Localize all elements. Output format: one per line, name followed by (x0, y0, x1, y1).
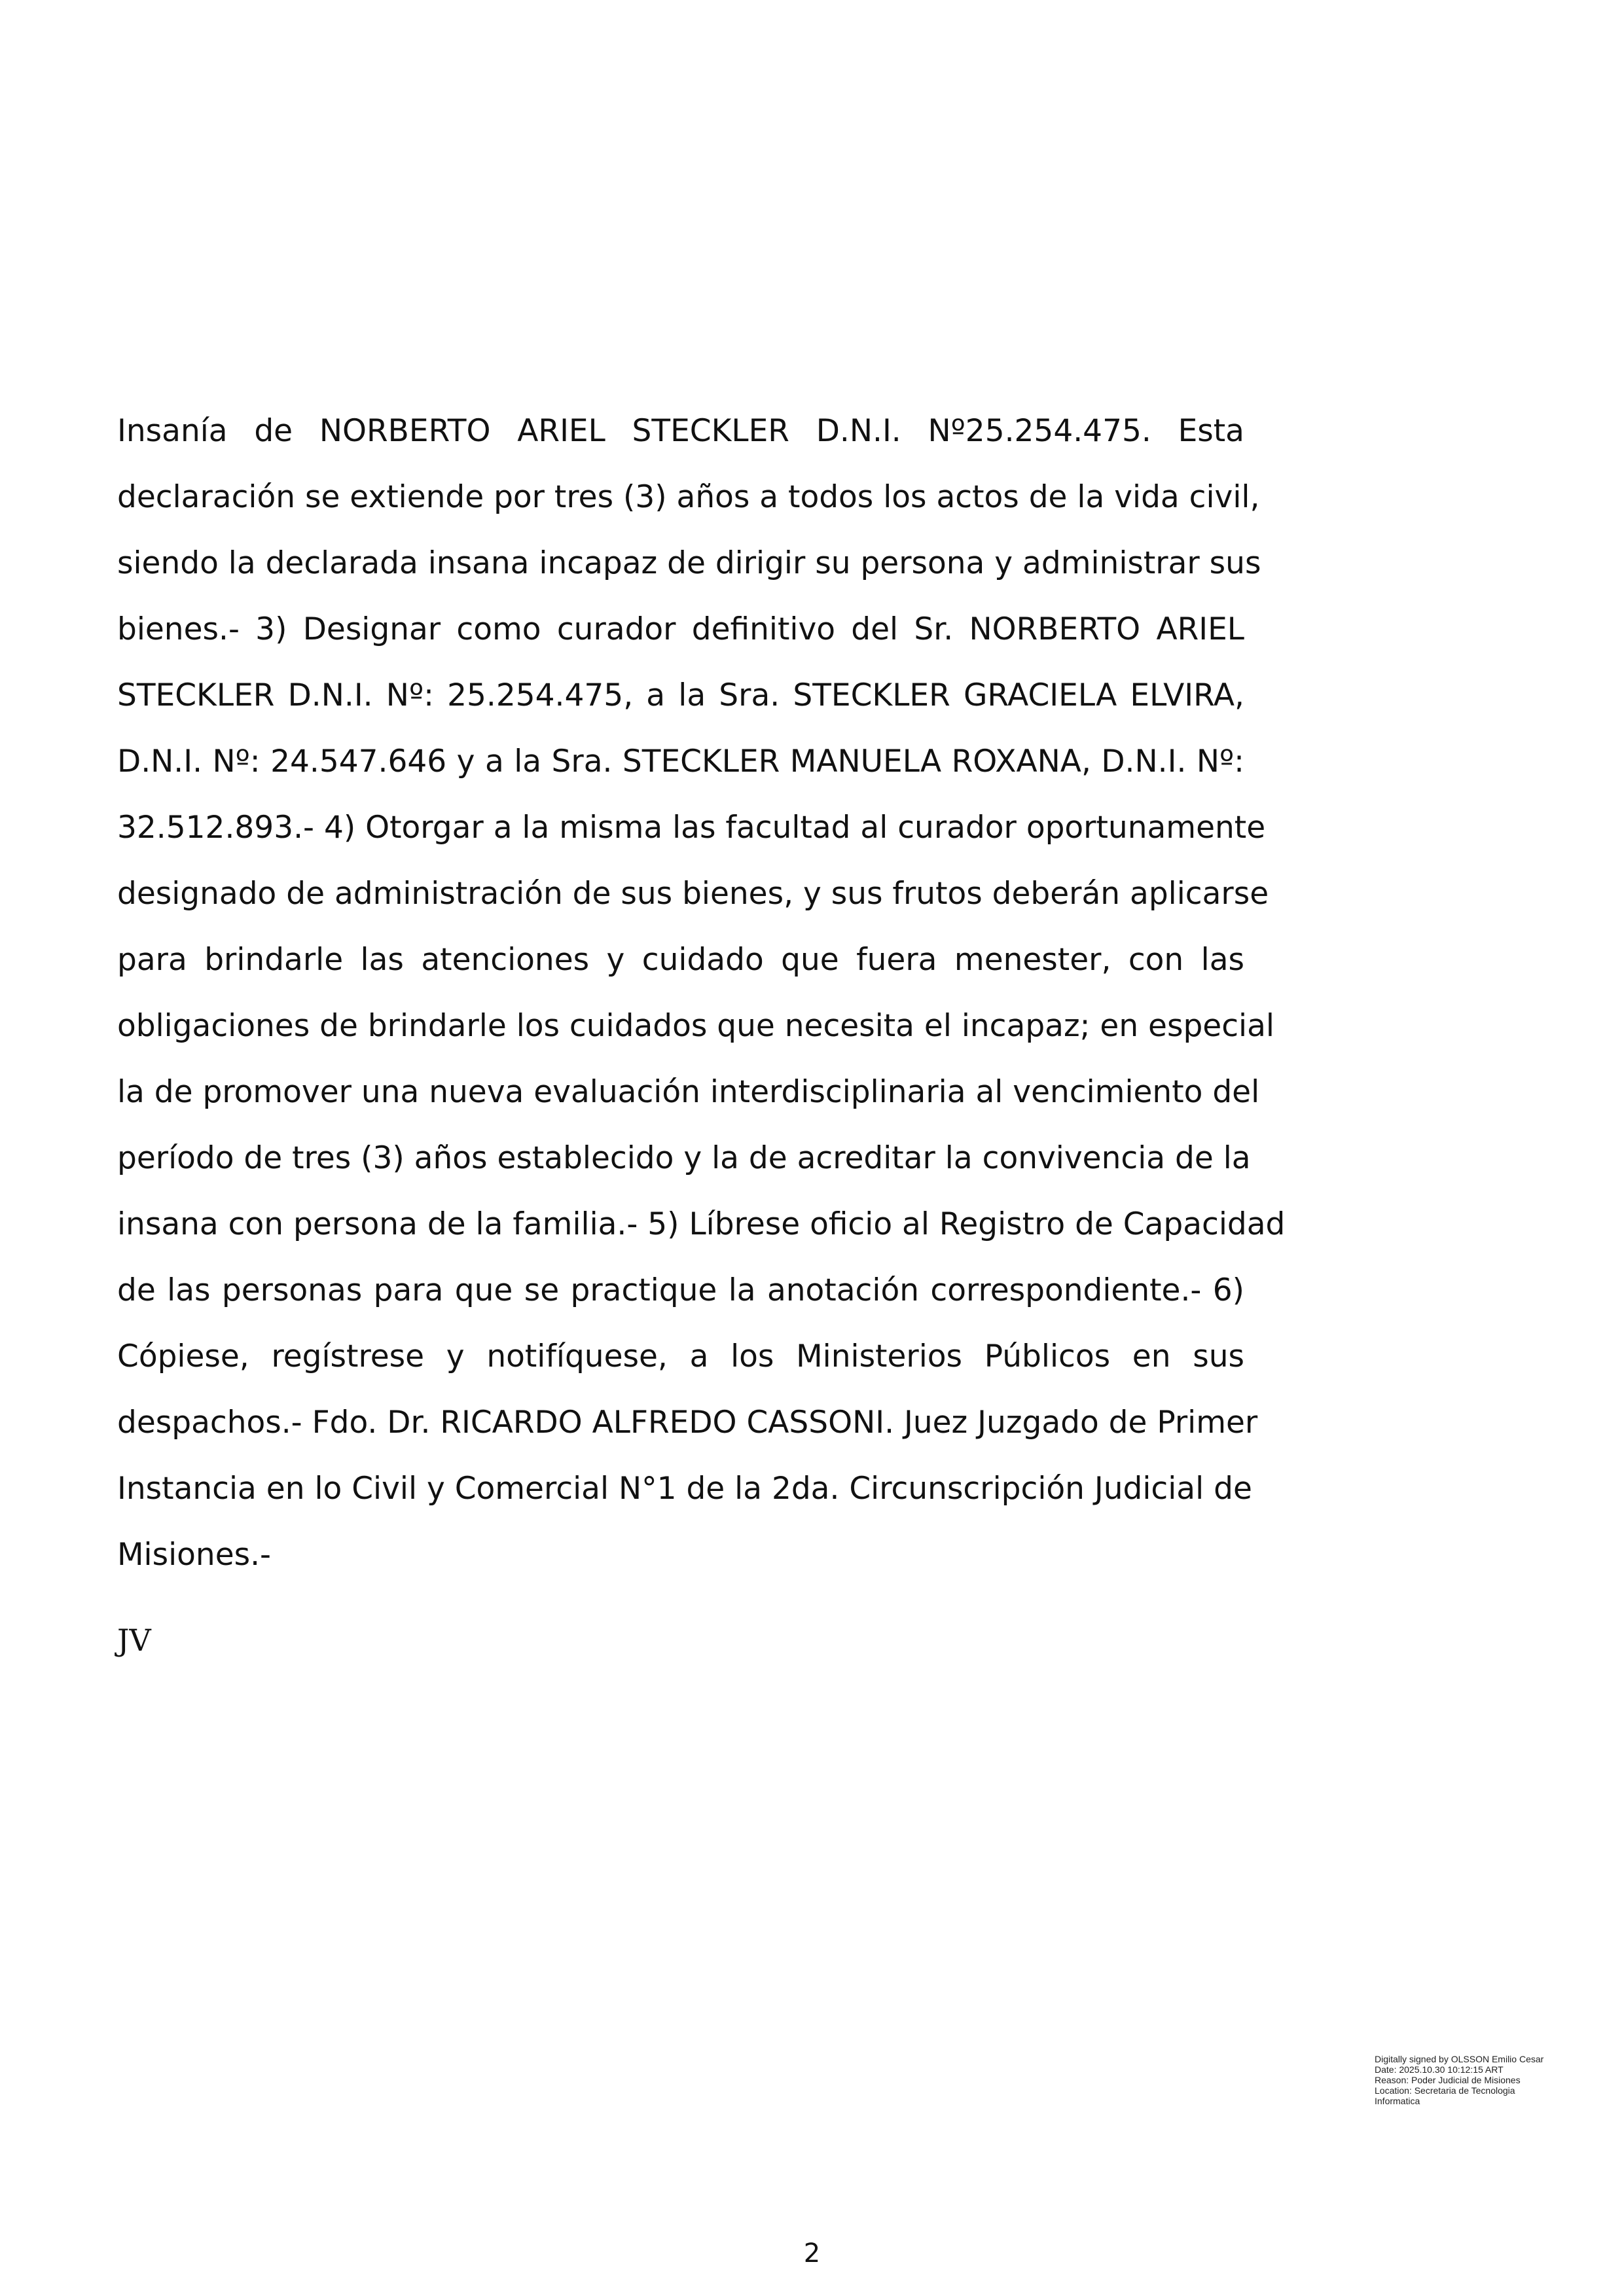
author-initials: JV (117, 1623, 151, 1658)
paragraph-line: la de promover una nueva evaluación interdisciplinaria al vencimiento del (117, 1074, 1260, 1110)
paragraph-line: D.N.I. Nº: 24.547.646 y a la Sra. STECKLER MANUELA ROXANA, D.N.I. Nº: (117, 744, 1244, 780)
signature-location-cont: Informatica (1375, 2096, 1420, 2106)
paragraph-line: siendo la declarada insana incapaz de dirigir su persona y administrar sus (117, 545, 1261, 581)
resolution-paragraph (117, 398, 1286, 1588)
paragraph-line: despachos.- Fdo. Dr. RICARDO ALFREDO CASSONI. Juez Juzgado de Primer (117, 1405, 1258, 1441)
signature-reason: Reason: Poder Judicial de Misiones (1375, 2075, 1521, 2085)
paragraph-line: obligaciones de brindarle los cuidados que necesita el incapaz; en especial (117, 1008, 1274, 1044)
paragraph-line: Misiones.- (117, 1537, 271, 1573)
paragraph-line: Instancia en lo Civil y Comercial N°1 de la 2da. Circunscripción Judicial de (117, 1471, 1252, 1507)
paragraph-line: insana con persona de la familia.- 5) Líbrese oficio al Registro de Capacidad (117, 1206, 1286, 1242)
paragraph-line: período de tres (3) años establecido y la de acreditar la convivencia de la (117, 1140, 1251, 1176)
digital-signature-block (1375, 2054, 1610, 2106)
paragraph-line: bienes.- 3) Designar como curador definitivo del Sr. NORBERTO ARIEL (117, 611, 1244, 647)
paragraph-line: designado de administración de sus bienes, y sus frutos deberán aplicarse (117, 876, 1269, 912)
signature-date: Date: 2025.10.30 10:12:15 ART (1375, 2064, 1504, 2075)
paragraph-line: Insanía de NORBERTO ARIEL STECKLER D.N.I. Nº25.254.475. Esta (117, 413, 1244, 449)
page-number: 2 (803, 2238, 821, 2269)
paragraph-line: de las personas para que se practique la anotación correspondiente.- 6) (117, 1272, 1244, 1308)
paragraph-line: para brindarle las atenciones y cuidado que fuera menester, con las (117, 942, 1244, 978)
signature-signer: Digitally signed by OLSSON Emilio Cesar (1375, 2054, 1544, 2064)
signature-location: Location: Secretaria de Tecnologia (1375, 2085, 1515, 2096)
paragraph-line: STECKLER D.N.I. Nº: 25.254.475, a la Sra. STECKLER GRACIELA ELVIRA, (117, 677, 1244, 713)
paragraph-line: declaración se extiende por tres (3) años a todos los actos de la vida civil, (117, 479, 1260, 515)
paragraph-line: Cópiese, regístrese y notifíquese, a los Ministerios Públicos en sus (117, 1338, 1244, 1374)
paragraph-line: 32.512.893.- 4) Otorgar a la misma las facultad al curador oportunamente (117, 810, 1266, 846)
